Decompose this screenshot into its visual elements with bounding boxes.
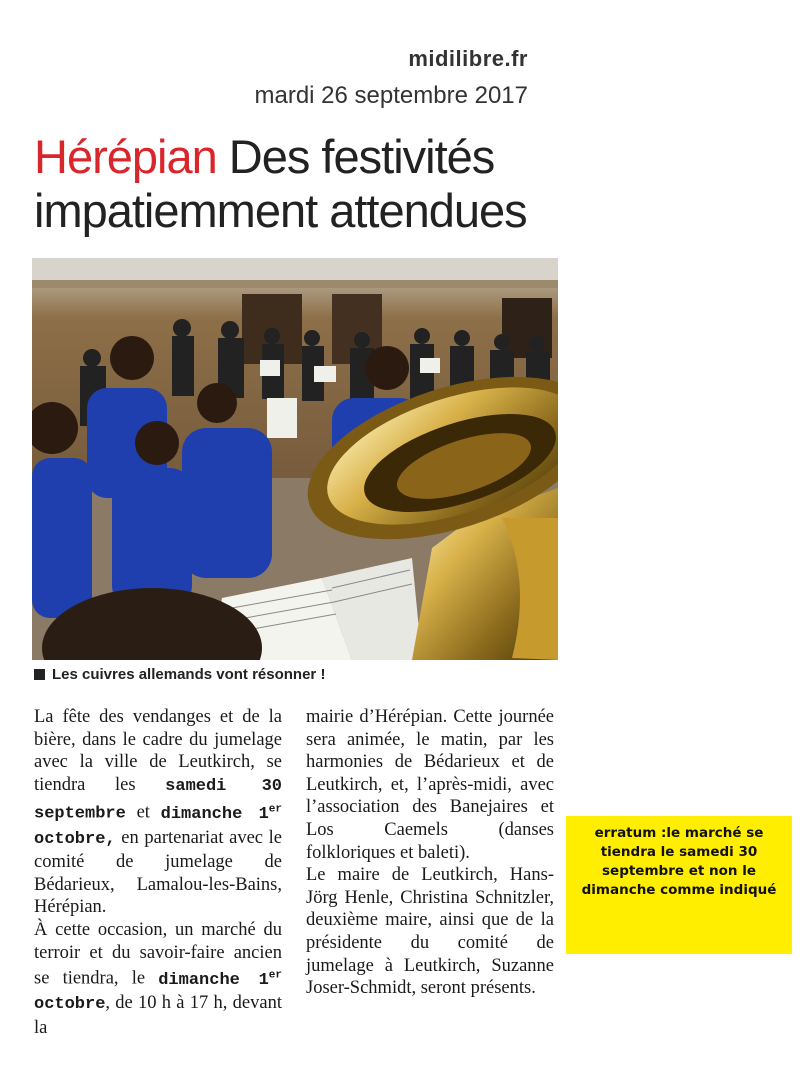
headline-town: Hérépian	[34, 130, 217, 183]
text-run: À cette occasion, un marché du terroir et du savoir-faire ancien se tiendra, le	[34, 920, 282, 989]
text-run: , de 10 h à 17 h, devant la	[34, 993, 282, 1039]
publication-date: mardi 26 septembre 2017	[254, 82, 528, 109]
bold-date: samedi 30 septembre	[34, 776, 282, 825]
text-run: La fête des vendanges et de la bière, dans le cadre du jumelage avec la ville de Leutkirch, se tiendra les	[34, 707, 282, 795]
article-column-2	[306, 706, 554, 1000]
band-rehearsal-photo-icon	[32, 258, 558, 660]
article-paragraph	[34, 919, 282, 1040]
masthead	[255, 46, 529, 110]
article-paragraph	[34, 706, 282, 919]
erratum-note: erratum :le marché se tiendra le samedi 30 septembre et non le dimanche comme indiqué	[566, 816, 792, 954]
bold-date: octobre	[34, 995, 106, 1015]
photo-caption	[34, 666, 325, 683]
text-run: en partenariat avec le comité de jumelage de Bédarieux, Lamalou-les-Bains, Hérépian.	[34, 827, 282, 918]
caption-bullet-icon	[34, 669, 45, 680]
article-paragraph: mairie d’Hérépian. Cette journée sera animée, le matin, par les harmonies de Bédarieux et de Leutkirch, et, l’après-midi, avec l’association des Banejaires et Los Caemels (danses folkloriques et baleti).	[306, 707, 554, 863]
article-paragraph: Le maire de Leutkirch, Hans-Jörg Henle, Christina Schnitzler, deuxième maire, ainsi que de la présidente du comité de jumelage à Leutkirch, Suzanne Joser-Schmidt, seront présents.	[306, 865, 554, 999]
bold-date: dimanche 1	[160, 805, 269, 825]
bold-date: octobre,	[34, 829, 116, 849]
headline-title-line1: Des festivités	[228, 130, 495, 183]
text-run: et	[125, 803, 161, 824]
article-photo	[32, 258, 558, 660]
headline	[34, 130, 574, 238]
ordinal-sup: er	[268, 969, 282, 982]
site-name: midilibre.fr	[408, 46, 528, 71]
bold-date: dimanche 1	[158, 970, 269, 990]
ordinal-sup: er	[268, 803, 282, 816]
article-column-1	[34, 706, 282, 1040]
headline-title-line2: impatiemment attendues	[34, 184, 527, 237]
caption-text: Les cuivres allemands vont résonner !	[52, 666, 326, 683]
